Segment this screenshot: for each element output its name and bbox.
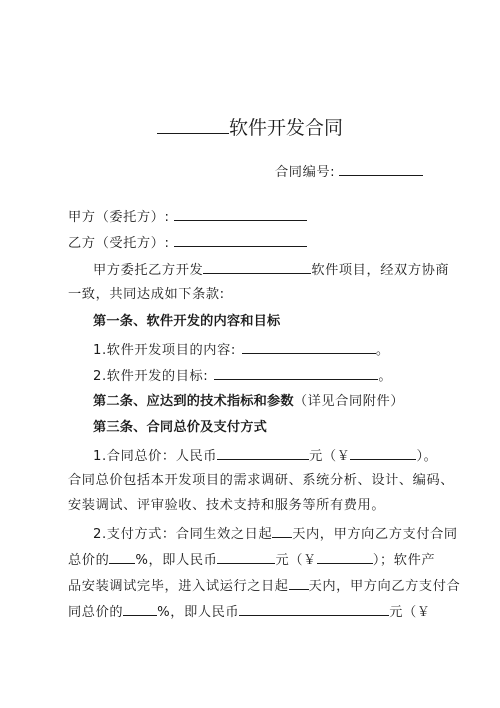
total-price-yuan: 元（￥ [309,449,351,464]
payment-line-2 [68,550,435,570]
article-1-item-1-label: 1.软件开发项目的内容: [93,343,236,358]
total-price-row [93,446,437,466]
payment-line-2b: %，即人民币 [135,553,218,568]
payment-line-4b: %，即人民币 [157,605,240,620]
title-blank[interactable] [157,120,229,134]
total-price-rmb-blank[interactable] [217,446,309,460]
development-content-blank[interactable] [242,340,376,354]
article-1-item-2 [93,366,392,386]
payment-rmb-1-blank[interactable] [217,550,275,564]
article-1-item-1 [93,340,390,360]
party-b-row [68,233,307,253]
payment-line-2d: ）；软件产 [372,553,436,568]
total-desc-line-2: 安装调试、评审验收、技术支持和服务等所有费用。 [68,498,386,513]
article-2-row [93,393,404,411]
article-1-item-2-label: 2.软件开发的目标: [93,369,209,384]
payment-line-2c: 元（￥ [275,553,317,568]
payment-percent-2-blank[interactable] [123,602,157,616]
total-price-end: ）。 [416,449,438,464]
intro-part-1: 甲方委托乙方开发 [93,263,204,278]
payment-days-1-blank[interactable] [272,524,292,538]
total-price-amount-blank[interactable] [350,446,416,460]
total-desc-line-1: 合同总价包括本开发项目的需求调研、系统分析、设计、编码、 [68,473,455,488]
article-2-note: （详见合同附件） [293,394,405,409]
payment-line-2a: 总价的 [68,553,110,568]
party-a-blank[interactable] [174,207,307,221]
payment-percent-1-blank[interactable] [109,550,135,564]
payment-line-3a: 品安装调试完毕，进入试运行之日起 [68,579,289,594]
payment-line-3 [68,576,460,596]
party-b-label: 乙方（受托方）: [68,236,170,251]
party-a-row [68,207,307,227]
payment-line-1 [93,524,458,544]
payment-line-1b: 天内，甲方向乙方支付合同 [292,527,458,542]
contract-number-label: 合同编号: [275,165,336,180]
article-2-heading: 第二条、应达到的技术指标和参数 [93,394,294,409]
project-name-blank[interactable] [203,260,311,274]
contract-title [0,116,500,140]
contract-number-row [275,162,423,182]
intro-part-2: 软件项目，经双方协商 [311,263,450,278]
article-1-heading: 第一条、软件开发的内容和目标 [93,314,281,329]
party-b-blank[interactable] [174,233,307,247]
payment-rmb-2-blank[interactable] [239,602,389,616]
payment-line-4a: 同总价的 [68,605,124,620]
contract-number-blank[interactable] [339,162,423,176]
payment-line-3b: 天内，甲方向乙方支付合 [308,579,461,594]
development-goal-blank[interactable] [214,366,378,380]
article-1-item-2-period: 。 [378,369,393,384]
payment-line-4c: 元（￥ [389,605,431,620]
intro-line-2: 一致，共同达成如下条款: [68,287,225,302]
title-text: 软件开发合同 [228,117,343,139]
payment-amount-1-blank[interactable] [317,550,373,564]
article-1-item-1-period: 。 [375,343,390,358]
intro-line-1 [93,260,449,280]
party-a-label: 甲方（委托方）: [68,210,170,225]
article-3-heading: 第三条、合同总价及支付方式 [93,420,268,435]
payment-line-4 [68,602,431,622]
total-price-label: 1.合同总价：人民币 [93,449,218,464]
payment-line-1a: 2.支付方式：合同生效之日起 [93,527,273,542]
payment-days-2-blank[interactable] [289,576,309,590]
